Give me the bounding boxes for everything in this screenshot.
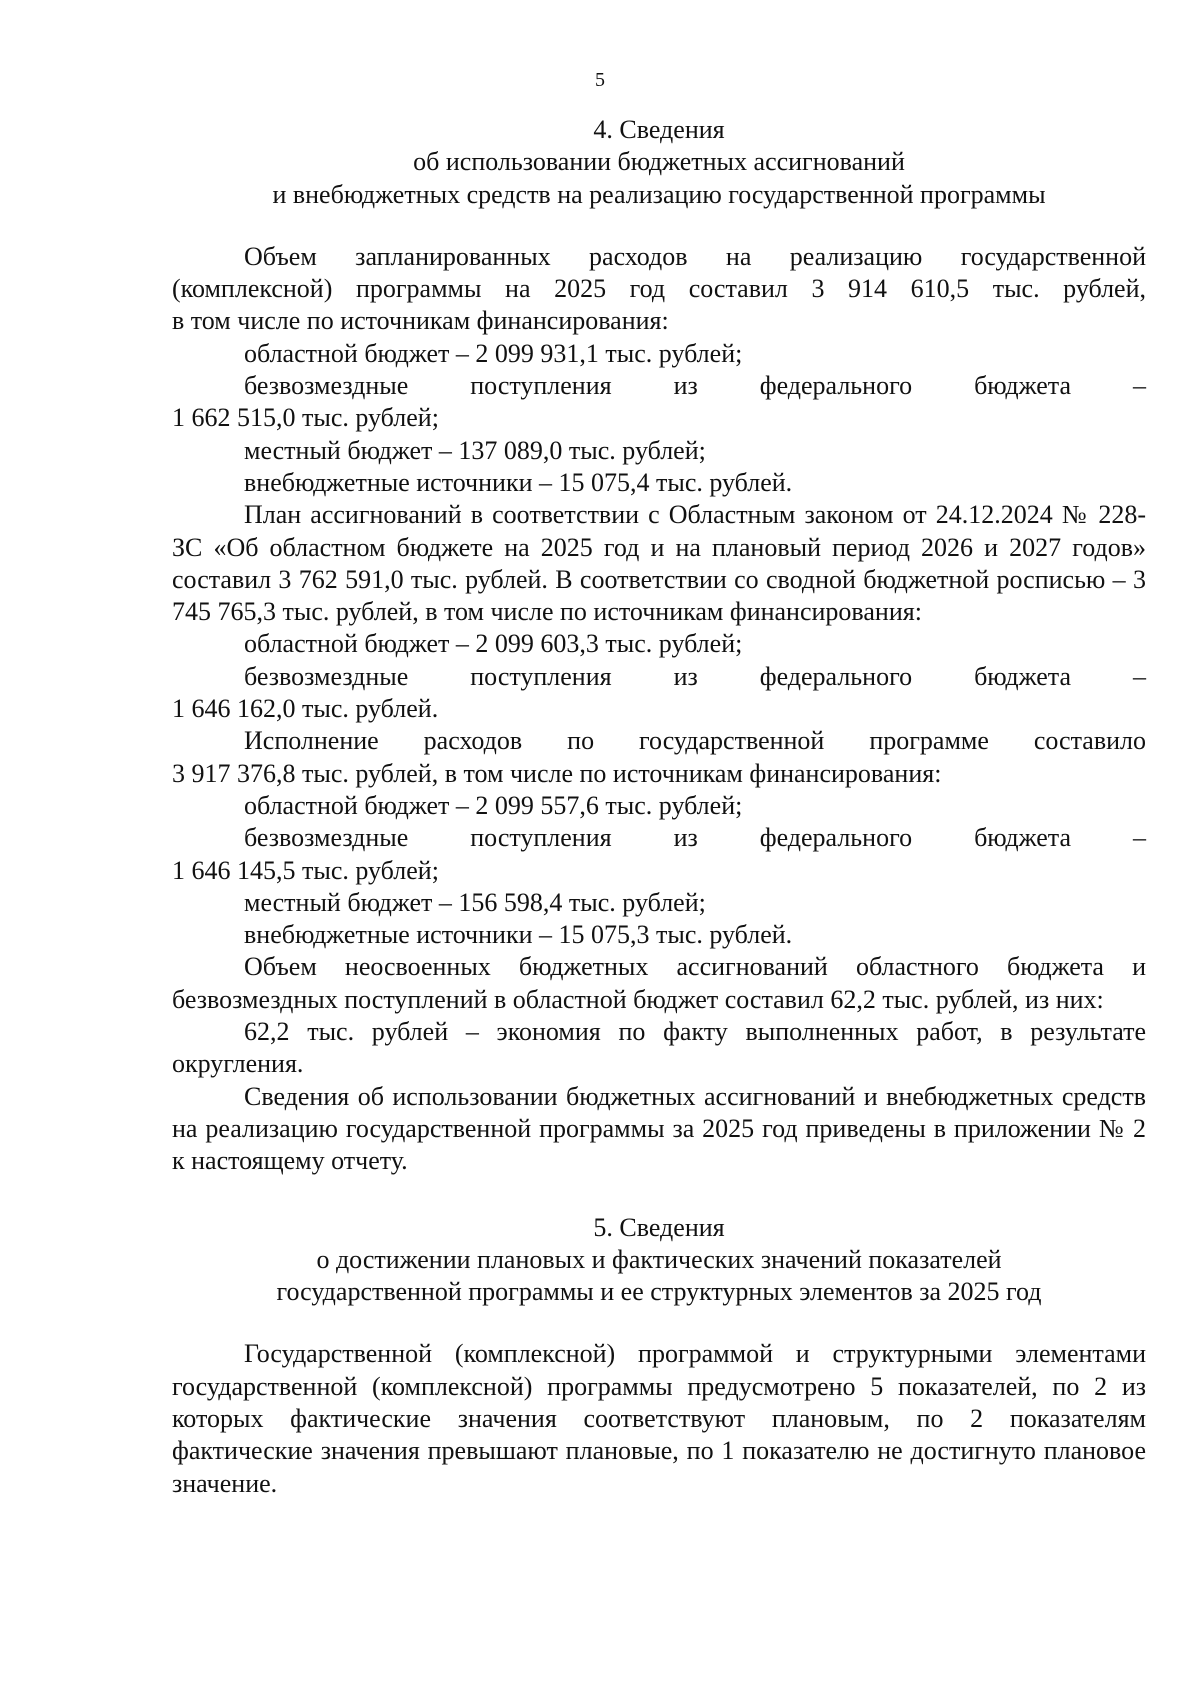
spacer — [172, 1308, 1146, 1338]
planned-expenses-line-2: (комплексной) программы на 2025 год составил 3 914 610,5 тыс. рублей, — [172, 274, 1146, 304]
section-4-title: 4. Сведения — [593, 115, 725, 144]
plan-federal-line-2: 1 662 515,0 тыс. рублей; — [172, 403, 439, 433]
planned-expenses-line-3: в том числе по источникам финансирования: — [172, 306, 669, 336]
section-5-subtitle-line-2: государственной программы и ее структурных элементов за 2025 год — [276, 1277, 1042, 1307]
unspent-allocations-paragraph: Объем неосвоенных бюджетных ассигнований областного бюджета и безвозмездных поступлений в областной бюджет составил 62,2 тыс. рублей, из них: — [172, 952, 1146, 1014]
appendix-reference-paragraph: Сведения об использовании бюджетных ассигнований и внебюджетных средств на реализацию государственной программы за 2025 год приведены в приложении № 2 к настоящему отчету. — [172, 1081, 1146, 1176]
plan-extrabudgetary: внебюджетные источники – 15 075,4 тыс. рублей. — [244, 467, 793, 497]
execution-federal-line-1: безвозмездные поступления из федерального бюджета – — [244, 823, 1146, 853]
execution-line-1: Исполнение расходов по государственной программе составило — [244, 726, 1146, 756]
execution-line-2: 3 917 376,8 тыс. рублей, в том числе по источникам финансирования: — [172, 758, 942, 788]
section-5-subtitle-line-1: о достижении плановых и фактических значений показателей — [316, 1244, 1002, 1274]
planned-expenses-line-1: Объем запланированных расходов на реализацию государственной — [244, 241, 1146, 271]
section-4-subtitle-line-1: об использовании бюджетных ассигнований — [413, 147, 905, 177]
execution-local-budget: местный бюджет – 156 598,4 тыс. рублей; — [244, 887, 706, 917]
section-4-heading — [172, 114, 1146, 211]
spacer — [172, 211, 1146, 241]
allocation-federal-line-2: 1 646 162,0 тыс. рублей. — [172, 694, 439, 724]
section-4-subtitle-line-2: и внебюджетных средств на реализацию государственной программы — [272, 179, 1046, 209]
section-5-title: 5. Сведения — [593, 1212, 725, 1242]
spacer — [172, 1178, 1146, 1212]
page-content — [172, 114, 1146, 1500]
indicators-paragraph: Государственной (комплексной) программой и структурными элементами государственной (комплексной) программы предусмотрено 5 показателей, по 2 из которых фактические значения соответствуют плановым, по 2 показателям фактические значения превышают плановые, по 1 показателю не достигнуто плановое значение. — [172, 1339, 1146, 1498]
allocation-federal-line-1: безвозмездные поступления из федерального бюджета – — [244, 661, 1146, 691]
economy-paragraph: 62,2 тыс. рублей – экономия по факту выполненных работ, в результате округления. — [172, 1017, 1146, 1079]
execution-extrabudgetary: внебюджетные источники – 15 075,3 тыс. рублей. — [244, 920, 793, 950]
page-number: 5 — [595, 69, 605, 91]
plan-local-budget: местный бюджет – 137 089,0 тыс. рублей; — [244, 435, 706, 465]
allocation-regional-budget: областной бюджет – 2 099 603,3 тыс. рублей; — [244, 629, 743, 659]
execution-regional-budget: областной бюджет – 2 099 557,6 тыс. рублей; — [244, 790, 743, 820]
regional-law-paragraph: План ассигнований в соответствии с Областным законом от 24.12.2024 № 228-ЗС «Об областном бюджете на 2025 год и на плановый период 2026 и 2027 годов» составил 3 762 591,0 тыс. рублей. В соответствии со сводной бюджетной росписью – 3 745 765,3 тыс. рублей, в том числе по источникам финансирования: — [172, 500, 1146, 627]
plan-federal-line-1: безвозмездные поступления из федерального бюджета – — [244, 371, 1146, 401]
section-5-heading — [172, 1212, 1146, 1309]
execution-federal-line-2: 1 646 145,5 тыс. рублей; — [172, 855, 439, 885]
plan-regional-budget: областной бюджет – 2 099 931,1 тыс. рублей; — [244, 338, 743, 368]
